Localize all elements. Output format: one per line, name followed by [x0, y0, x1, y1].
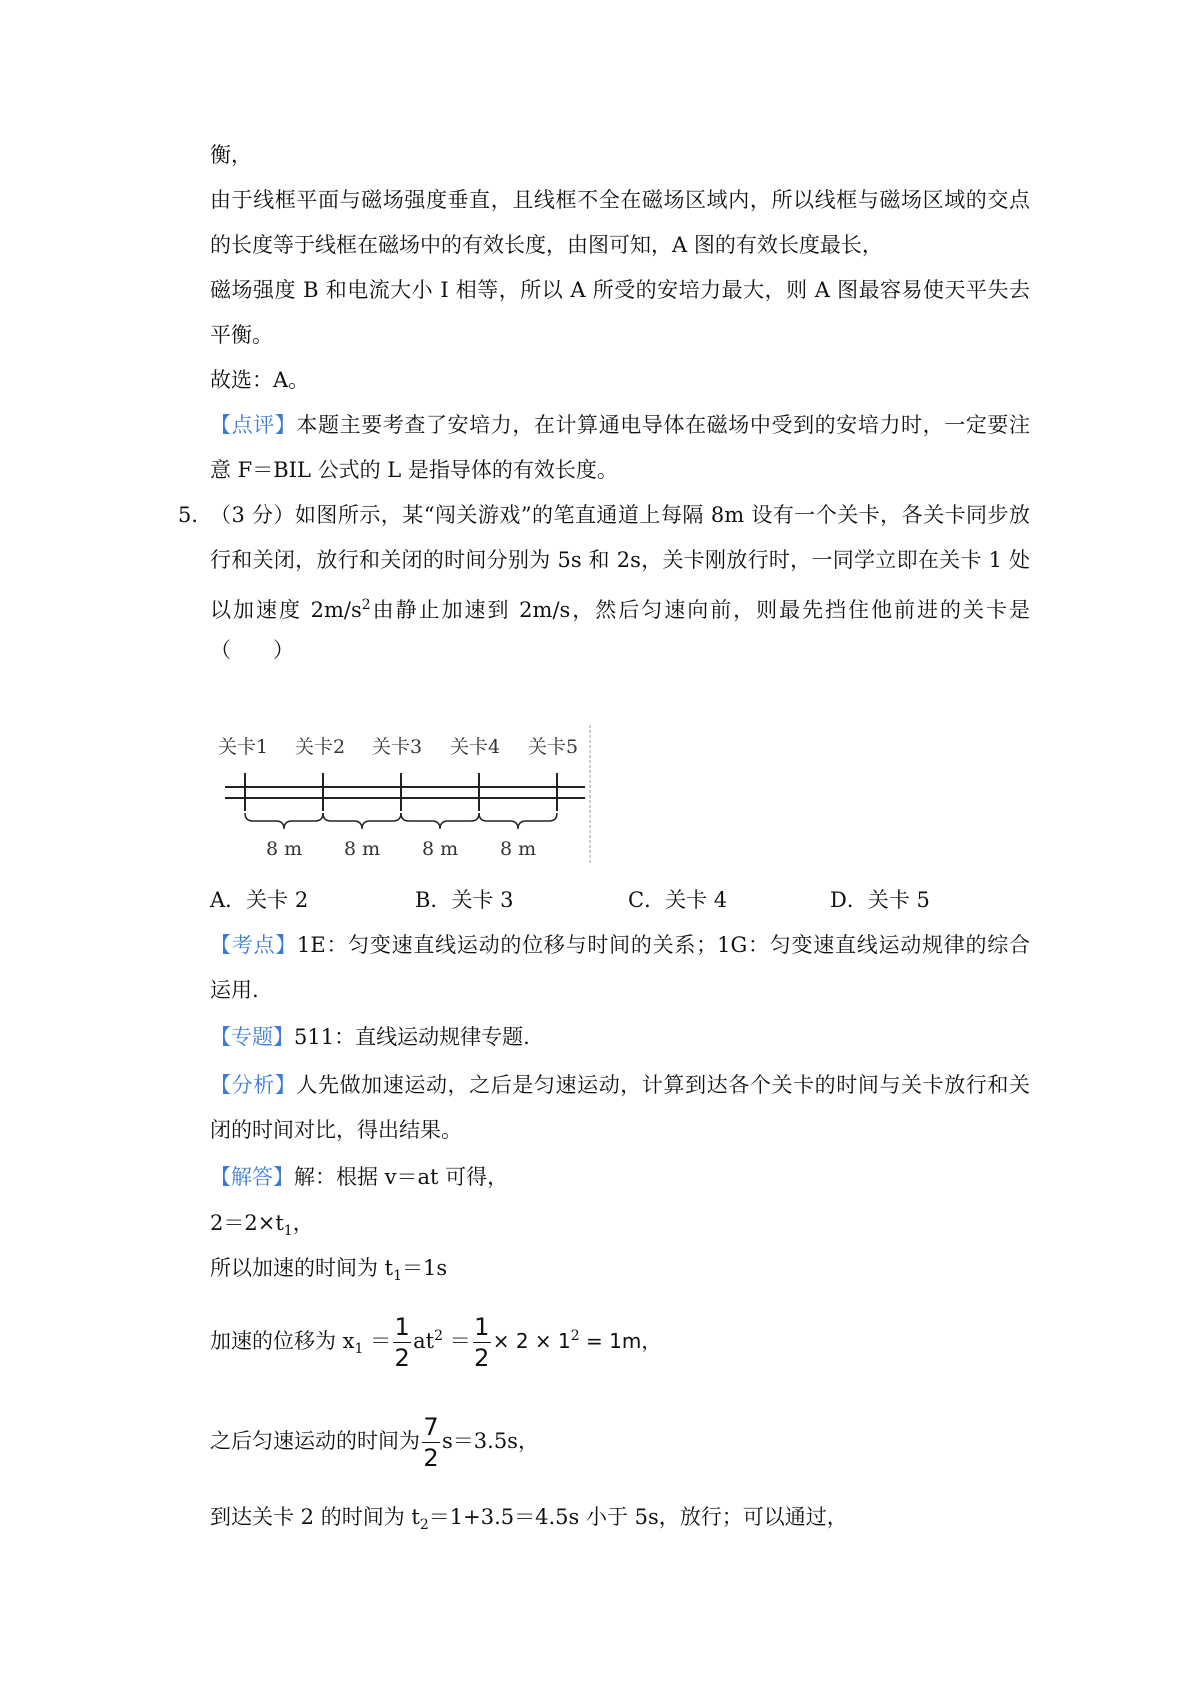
kaodian-tag: 【考点】 — [210, 933, 297, 957]
checkpoint-figure — [210, 725, 600, 870]
option-d[interactable] — [830, 885, 930, 915]
eq-text: = 1m， — [579, 1329, 662, 1353]
text-line: 运用. — [210, 978, 259, 1002]
eq-text: s＝3.5s， — [442, 1429, 539, 1453]
kaodian-text: 1E：匀变速直线运动的位移与时间的关系；1G：匀变速直线运动规律的综合 — [297, 933, 1031, 957]
option-c[interactable] — [628, 885, 727, 915]
text-line: 磁场强度 B 和电流大小 I 相等，所以 A 所受的安培力最大，则 A 图最容易使天平失去 — [210, 278, 1030, 302]
kaodian-line — [210, 930, 1030, 960]
denominator: 2 — [423, 1444, 439, 1472]
eq-text: ＝ — [449, 1329, 471, 1353]
eq-text: ＝1+3.5＝4.5s 小于 5s，放行；可以通过， — [428, 1505, 848, 1529]
option-b[interactable] — [415, 885, 513, 915]
text-line: 由于线框平面与磁场强度垂直，且线框不全在磁场区域内，所以线框与磁场区域的交点 — [210, 188, 1030, 212]
eq-text: ＝ — [370, 1329, 392, 1353]
option-letter: B． — [415, 888, 452, 912]
question-line: 行和关闭，放行和关闭的时间分别为 5s 和 2s，关卡刚放行时，一同学立即在关卡 1 处 — [210, 548, 1030, 572]
eq-text: 之后匀速运动的时间为 — [210, 1429, 420, 1453]
eq-text: 所以加速的时间为 t — [210, 1256, 394, 1280]
spacing-label: 8 m — [344, 838, 381, 860]
fraction — [422, 1412, 440, 1473]
denominator: 2 — [394, 1344, 410, 1372]
fenxi-tag: 【分析】 — [210, 1073, 297, 1097]
spacing-label: 8 m — [500, 838, 537, 860]
fenxi-line — [210, 1070, 1030, 1100]
question-line: （3 分）如图所示，某“闯关游戏”的笔直通道上每隔 8m 设有一个关卡，各关卡同步放 — [210, 503, 1030, 527]
numerator: 7 — [423, 1413, 439, 1441]
fraction — [393, 1312, 411, 1373]
zhuanti-text: 511：直线运动规律专题. — [294, 1025, 530, 1049]
review-line — [210, 410, 1030, 440]
superscript: 2 — [361, 597, 371, 613]
checkpoint-label: 关卡1 — [218, 736, 269, 758]
text-line: 的长度等于线框在磁场中的有效长度，由图可知，A 图的有效长度最长， — [210, 233, 883, 257]
eq-text: 2＝2×t — [210, 1211, 284, 1235]
fenxi-text: 人先做加速运动，之后是匀速运动，计算到达各个关卡的时间与关卡放行和关 — [296, 1073, 1031, 1097]
review-tag: 【点评】 — [210, 413, 297, 437]
equation-line — [210, 1502, 1030, 1540]
subscript: 1 — [354, 1341, 364, 1358]
numerator: 1 — [394, 1313, 410, 1341]
jieda-line — [210, 1162, 1030, 1192]
eq-text: 到达关卡 2 的时间为 t — [210, 1505, 420, 1529]
fraction — [473, 1312, 491, 1373]
eq-text: ＝1s — [402, 1256, 448, 1280]
checkpoint-label: 关卡4 — [450, 736, 501, 758]
subscript: 1 — [283, 1223, 293, 1240]
subscript: 2 — [419, 1517, 429, 1534]
numerator: 1 — [474, 1313, 490, 1341]
checkpoint-label: 关卡3 — [372, 736, 423, 758]
equation-line — [210, 1300, 1030, 1385]
question-line — [210, 590, 1030, 625]
eq-text: 加速的位移为 x — [210, 1329, 355, 1353]
option-letter: D． — [830, 888, 868, 912]
superscript: 2 — [434, 1328, 444, 1344]
zhuanti-line — [210, 1022, 1030, 1052]
question-text: 以加速度 2m/s — [210, 598, 362, 622]
equation-line — [210, 1208, 1030, 1246]
review-text: 本题主要考查了安培力，在计算通电导体在磁场中受到的安培力时，一定要注 — [296, 413, 1031, 437]
spacing-label: 8 m — [266, 838, 303, 860]
eq-text: ， — [292, 1211, 314, 1235]
question-text: 由静止加速到 2m/s，然后匀速向前，则最先挡住他前进的关卡是 — [370, 598, 1030, 622]
zhuanti-tag: 【专题】 — [210, 1025, 294, 1049]
option-text: 关卡 3 — [451, 888, 514, 912]
checkpoint-label: 关卡5 — [528, 736, 579, 758]
jieda-tag: 【解答】 — [210, 1165, 294, 1189]
spacing-label: 8 m — [422, 838, 459, 860]
subscript: 1 — [393, 1268, 403, 1285]
option-a[interactable] — [210, 885, 308, 915]
text-line: 故选：A。 — [210, 368, 310, 392]
text-line: 闭的时间对比，得出结果。 — [210, 1118, 462, 1142]
jieda-text: 解：根据 v＝at 可得， — [294, 1165, 509, 1189]
superscript: 2 — [570, 1328, 580, 1344]
equation-line — [210, 1253, 1030, 1291]
option-letter: C． — [628, 888, 666, 912]
checkpoint-label: 关卡2 — [295, 736, 346, 758]
text-line: 平衡。 — [210, 323, 273, 347]
option-text: 关卡 4 — [665, 888, 728, 912]
option-text: 关卡 2 — [246, 888, 309, 912]
eq-text: at — [413, 1329, 435, 1353]
equation-line — [210, 1405, 1030, 1477]
eq-text: × 2 × 1 — [492, 1329, 571, 1353]
text-line: 意 F＝BIL 公式的 L 是指导体的有效长度。 — [210, 458, 618, 482]
answer-blank: （ ） — [210, 638, 294, 662]
text-line: 衡， — [210, 143, 252, 167]
option-letter: A． — [210, 888, 247, 912]
option-text: 关卡 5 — [867, 888, 930, 912]
denominator: 2 — [474, 1344, 490, 1372]
question-number: 5． — [178, 503, 213, 527]
